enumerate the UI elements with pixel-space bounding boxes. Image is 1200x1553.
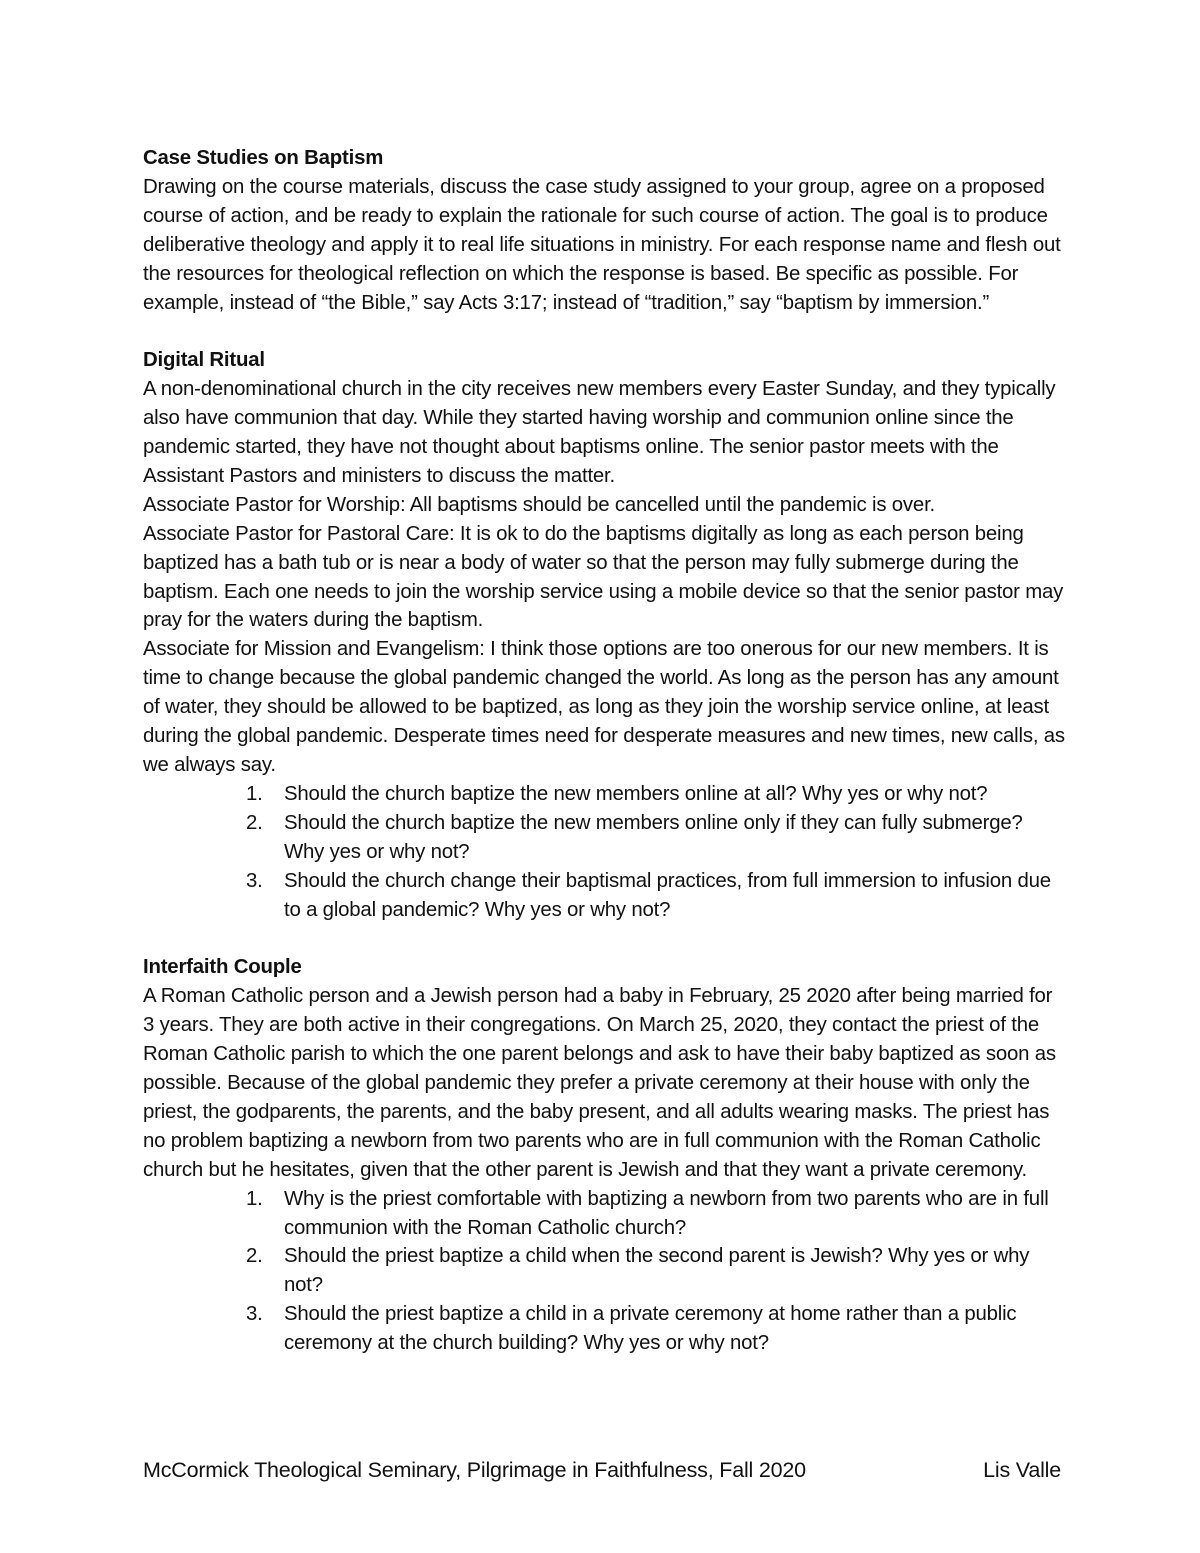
question-number: 1. (246, 1187, 263, 1210)
case-paragraph: A non-denominational church in the city receives new members every Easter Sunday, and they typically also have communion that day. While they started having worship and communion online since the pandemic started, they have not thought about baptisms online. The senior pastor meets with the Assistant Pastors and ministers to discuss the matter. (143, 378, 1056, 487)
question-item (243, 867, 1068, 925)
section-spacer (143, 317, 1068, 346)
question-text: Why is the priest comfortable with baptizing a newborn from two parents who are in full communion with the Roman Catholic church? (284, 1187, 1049, 1239)
question-text: Should the priest baptize a child in a private ceremony at home rather than a public ceremony at the church building? Why yes or why not? (284, 1303, 1017, 1355)
section-spacer (143, 924, 1068, 953)
case-heading: Interfaith Couple (143, 956, 302, 979)
document-body (143, 144, 1068, 1358)
question-number: 1. (246, 782, 263, 805)
page-footer (143, 1455, 1061, 1485)
question-number: 2. (246, 1245, 263, 1268)
case-digital-ritual (143, 346, 1068, 924)
question-text: Should the church baptize the new members online only if they can fully submerge? Why yes or why not? (284, 811, 1023, 863)
question-item (243, 780, 1068, 809)
document-title: Case Studies on Baptism (143, 147, 384, 169)
case-paragraph: A Roman Catholic person and a Jewish person had a baby in February, 25 2020 after being married for 3 years. They are both active in their congregations. On March 25, 2020, they contact the priest of the Roman Catholic parish to which the one parent belongs and ask to have their baby baptized as soon as possible. Because of the global pandemic they prefer a private ceremony at their house with only the priest, the godparents, the parents, and the baby present, and all adults wearing masks. The priest has no problem baptizing a newborn from two parents who are in full communion with the Roman Catholic church but he hesitates, given that the other parent is Jewish and that they want a private ceremony. (143, 985, 1056, 1181)
question-text: Should the church change their baptismal practices, from full immersion to infusion due to a global pandemic? Why yes or why not? (284, 869, 1051, 921)
question-number: 3. (246, 1303, 263, 1326)
intro-paragraph: Drawing on the course materials, discuss the case study assigned to your group, agree on a proposed course of action, and be ready to explain the rationale for such course of action. The goal is to produce deliberative theology and apply it to real life situations in ministry. For each response name and flesh out the resources for theological reflection on which the response is based. Be specific as possible. For example, instead of “the Bible,” say Acts 3:17; instead of “tradition,” say “baptism by immersion.” (143, 175, 1061, 314)
case-paragraph: Associate for Mission and Evangelism: I think those options are too onerous for our new members. It is time to change because the global pandemic changed the world. As long as the person has any amount of water, they should be allowed to be baptized, as long as they join the worship service online, at least during the global pandemic. Desperate times need for desperate measures and new times, new calls, as we always say. (143, 638, 1065, 777)
question-item (243, 1242, 1068, 1300)
question-item (243, 809, 1068, 867)
question-item (243, 1300, 1068, 1358)
case-interfaith-couple (143, 953, 1068, 1358)
question-text: Should the priest baptize a child when the second parent is Jewish? Why yes or why not? (284, 1245, 1030, 1297)
question-text: Should the church baptize the new members online at all? Why yes or why not? (284, 782, 988, 805)
case-heading: Digital Ritual (143, 349, 265, 372)
footer-author: Lis Valle (983, 1458, 1061, 1482)
question-list (143, 780, 1068, 925)
footer-course-info: McCormick Theological Seminary, Pilgrimage in Faithfulness, Fall 2020 (143, 1458, 806, 1482)
case-paragraph: Associate Pastor for Pastoral Care: It is ok to do the baptisms digitally as long as each person being baptized has a bath tub or is near a body of water so that the person may fully submerge during the baptism. Each one needs to join the worship service using a mobile device so that the senior pastor may pray for the waters during the baptism. (143, 522, 1064, 632)
question-number: 2. (246, 811, 263, 834)
question-item (243, 1185, 1068, 1243)
question-number: 3. (246, 869, 263, 892)
case-paragraph: Associate Pastor for Worship: All baptisms should be cancelled until the pandemic is over. (143, 493, 935, 516)
question-list (143, 1185, 1068, 1358)
